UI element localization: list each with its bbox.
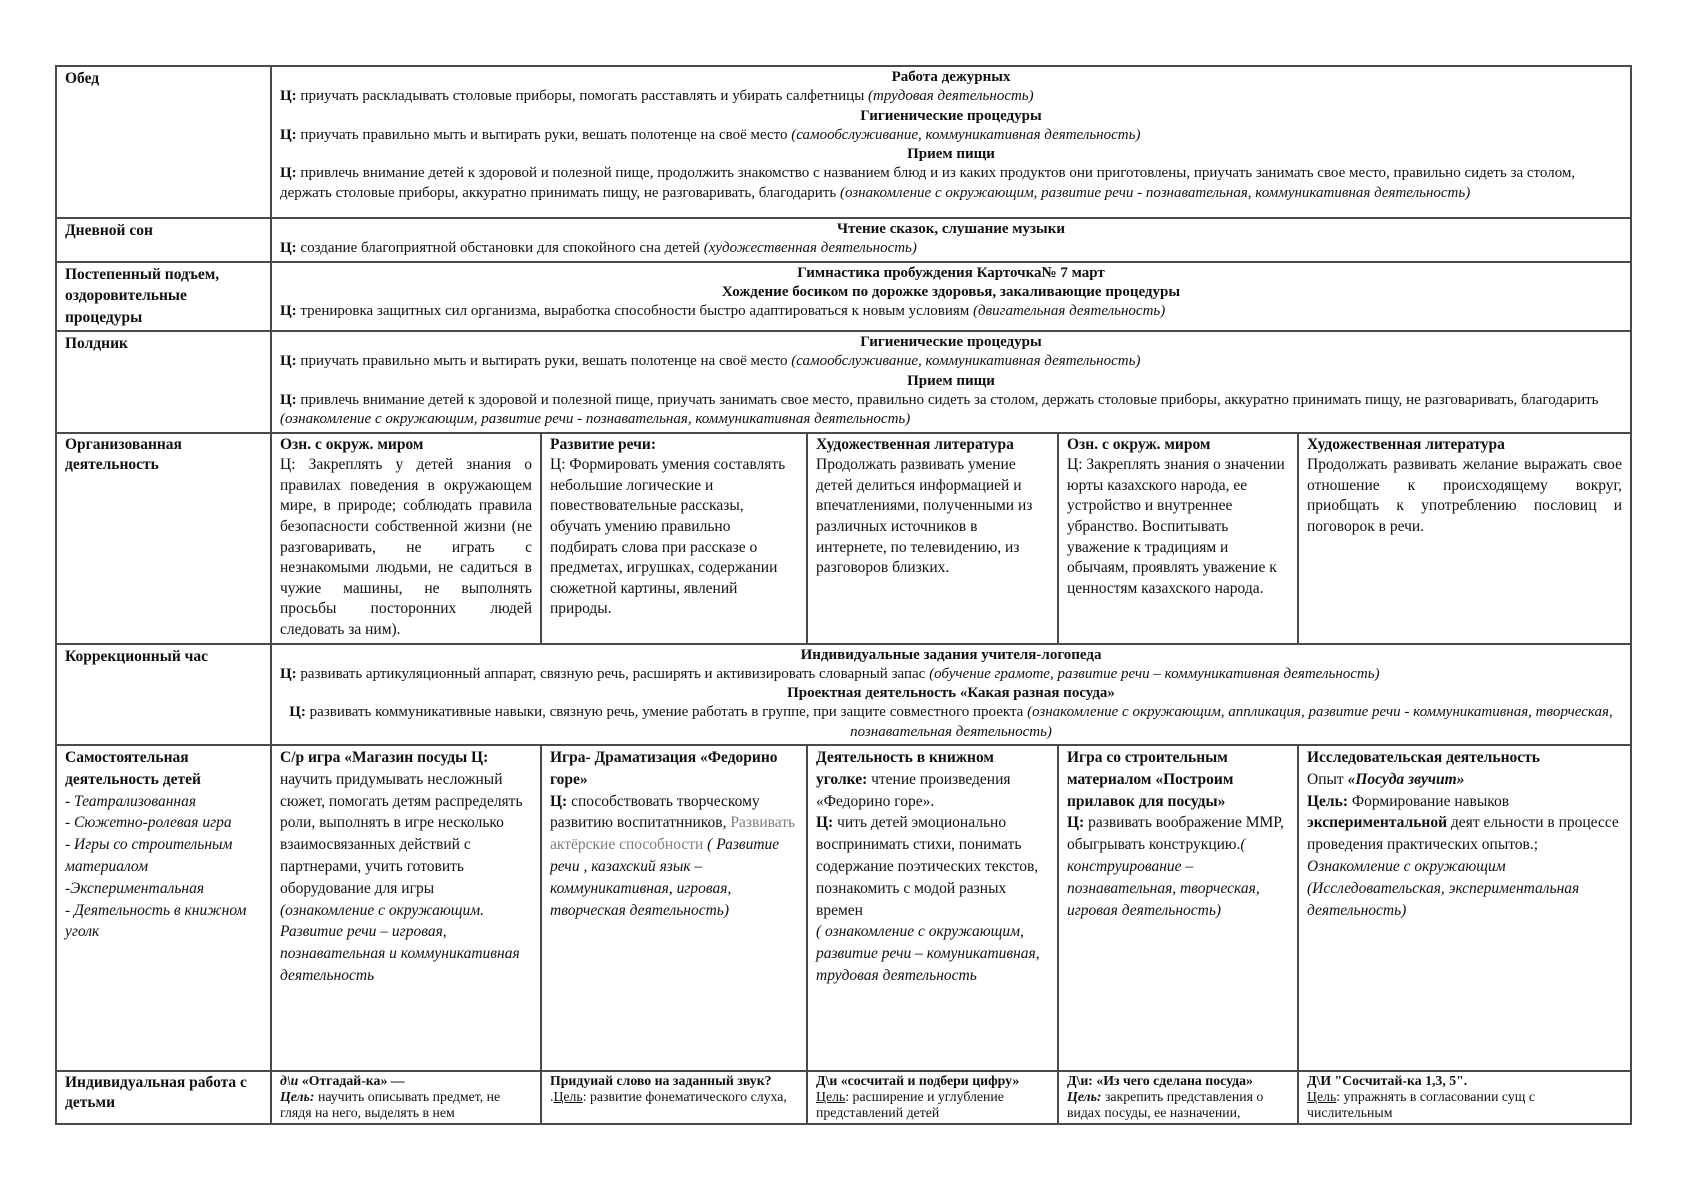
row-nap <box>56 218 1631 262</box>
row-nap-content: Чтение сказок, слушание музыки Ц: создание благоприятной обстановки для спокойного сна детей (художественная деятельность) <box>271 218 1631 262</box>
row-independent-label: Самостоятельная деятельность детей - Театрализованная - Сюжетно-ролевая игра - Игры со строительным материалом -Экспериментальная - Деятельность в книжном уголк <box>56 745 271 1071</box>
row-correction-hour <box>56 644 1631 745</box>
row-lunch <box>56 66 1631 218</box>
row-organized-activity <box>56 433 1631 644</box>
independent-cell-dramatization: Игра- Драматизация «Федорино горе» Ц: способствовать творческому развитию воспитатнников, Развивать актёрские способности ( Развитие речи , казахский язык – коммуникативная, игровая, творческая деятельность) <box>541 745 807 1071</box>
row-wakeup-procedures <box>56 262 1631 332</box>
organized-cell-world-knowledge-2: Озн. с окруж. миром Ц: Закреплять знания о значении юрты казахского народа, ее устройство и внутреннее убранство. Воспитывать уважение к традициям и обычаям, проявлять уважение к ценностям казахского народа. <box>1058 433 1298 644</box>
individual-cell-sound-word: Придуиай слово на заданный звук? .Цель: развитие фонематического слуха, <box>541 1071 807 1124</box>
row-individual-work <box>56 1071 1631 1124</box>
row-lunch-label: Обед <box>56 66 271 218</box>
row-lunch-content: Работа дежурных Ц: приучать раскладывать столовые приборы, помогать расставлять и убирать салфетницы (трудовая деятельность) Гигиенические процедуры Ц: приучать правильно мыть и вытирать руки, вешать полотенце на своё место (самообслуживание, коммуникативная деятельность) Прием пищи Ц: привлечь внимание детей к здоровой и полезной пище, продолжить знакомство с названием блюд и из каких продуктов они приготовлены, приучать занимать свое место, правильно сидеть за столом, держать столовые приборы, аккуратно принимать пищу, не разговаривать, благодарить (ознакомление с окружающим, развитие речи - познавательная, коммуникативная деятельность) <box>271 66 1631 218</box>
individual-cell-count-135: Д\И "Сосчитай-ка 1,3, 5". Цель: упражнять в согласовании сущ с числительным <box>1298 1071 1631 1124</box>
row-organized-label: Организованная деятельность <box>56 433 271 644</box>
row-individual-label: Индивидуальная работа с детьми <box>56 1071 271 1124</box>
row-nap-label: Дневной сон <box>56 218 271 262</box>
row-snack-label: Полдник <box>56 331 271 432</box>
row-correction-content: Индивидуальные задания учителя-логопеда Ц: развивать артикуляционный аппарат, связную речь, расширять и активизировать словарный запас (обучение грамоте, развитие речи – коммуникативная деятельность) Проектная деятельность «Какая разная посуда» Ц: развивать коммуникативные навыки, связную речь, умение работать в группе, при защите совместного проекта (ознакомление с окружающим, аппликация, развитие речи - коммуникативная, творческая, познавательная деятельность) <box>271 644 1631 745</box>
individual-cell-guess-game: д\и «Отгадай-ка» — Цель: научить описывать предмет, не глядя на него, выделять в нем <box>271 1071 541 1124</box>
individual-cell-dish-material: Д\и: «Из чего сделана посуда» Цель: закрепить представления о видах посуды, ее назначении, <box>1058 1071 1298 1124</box>
independent-cell-research: Исследовательская деятельность Опыт «Посуда звучит» Цель: Формирование навыков экспериментальной деят ельности в процессе проведения практических опытов.; Ознакомление с окружающим (Исследовательская, экспериментальная деятельность) <box>1298 745 1631 1071</box>
row-wakeup-content: Гимнастика пробуждения Карточка№ 7 март Хождение босиком по дорожке здоровья, закаливающие процедуры Ц: тренировка защитных сил организма, выработка способности быстро адаптироваться к новым условиям (двигательная деятельность) <box>271 262 1631 332</box>
row-independent-activity <box>56 745 1631 1071</box>
row-snack-content: Гигиенические процедуры Ц: приучать правильно мыть и вытирать руки, вешать полотенце на своё место (самообслуживание, коммуникативная деятельность) Прием пищи Ц: привлечь внимание детей к здоровой и полезной пище, приучать занимать свое место, правильно сидеть за столом, держать столовые приборы, аккуратно принимать пищу, не разговаривать, благодарить (ознакомление с окружающим, развитие речи - познавательная, коммуникативная деятельность) <box>271 331 1631 432</box>
individual-cell-count-number: Д\и «сосчитай и подбери цифру» Цель: расширение и углубление представлений детей <box>807 1071 1058 1124</box>
organized-cell-literature-2: Художественная литература Продолжать развивать желание выражать свое отношение к происходящему вокруг, приобщать к употреблению пословиц и поговорок в речи. <box>1298 433 1631 644</box>
organized-cell-speech-development: Развитие речи: Ц: Формировать умения составлять небольшие логические и повествовательные рассказы, обучать умению правильно подбирать слова при рассказе о предметах, игрушках, содержании сюжетной картины, явлений природы. <box>541 433 807 644</box>
row-correction-label: Коррекционный час <box>56 644 271 745</box>
row-afternoon-snack <box>56 331 1631 432</box>
daily-plan-table <box>55 65 1632 1125</box>
organized-cell-literature-1: Художественная литература Продолжать развивать умение детей делиться информацией и впечатлениями, полученными из различных источников в интернете, по телевидению, из разговоров близких. <box>807 433 1058 644</box>
row-wakeup-label: Постепенный подъем, оздоровительные процедуры <box>56 262 271 332</box>
independent-cell-building-game: Игра со строительным материалом «Построим прилавок для посуды» Ц: развивать воображение ММР, обыгрывать конструкцию.( конструирование –познавательная, творческая, игровая деятельность) <box>1058 745 1298 1071</box>
organized-cell-world-knowledge-1: Озн. с окруж. миром Ц: Закреплять у детей знания о правилах поведения в окружающем мире, в природе; соблюдать правила безопасности собственной жизни (не разговаривать, не играть с незнакомыми людьми, не садиться в чужие машины, не выполнять просьбы посторонних людей следовать за ним). <box>271 433 541 644</box>
independent-cell-role-play-shop: С/р игра «Магазин посуды Ц: научить придумывать несложный сюжет, помогать детям распределять роли, выполнять в игре несколько взаимосвязанных действий с партнерами, учить готовить оборудование для игры (ознакомление с окружающим. Развитие речи – игровая, познавательная и коммуникативная деятельность <box>271 745 541 1071</box>
independent-cell-book-corner: Деятельность в книжном уголке: чтение произведения «Федорино горе». Ц: чить детей эмоционально воспринимать стихи, понимать содержание поэтических текстов, познакомить с модой разных времен ( ознакомление с окружающим, развитие речи – комуникативная, трудовая деятельность <box>807 745 1058 1071</box>
